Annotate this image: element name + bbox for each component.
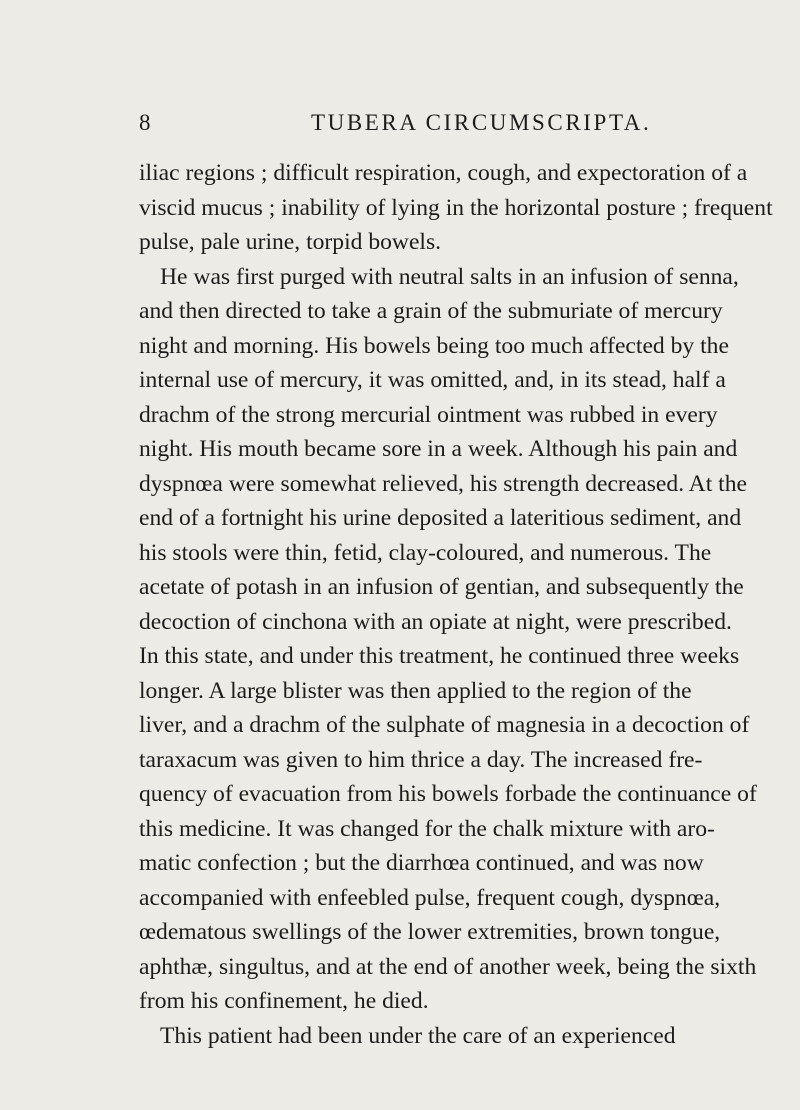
text-line: longer. A large blister was then applied to the region of the (139, 677, 692, 704)
text-line: viscid mucus ; inability of lying in the horizontal posture ; frequent (139, 194, 773, 221)
text-line: and then directed to take a grain of the submuriate of mercury (139, 298, 723, 324)
text-line: œdematous swellings of the lower extremities, brown tongue, (139, 919, 721, 945)
page-header (139, 110, 659, 146)
text-line: He was first purged with neutral salts in an infusion of senna, (160, 263, 739, 290)
text-line: matic confection ; but the diarrhœa continued, and was now (139, 850, 704, 876)
text-line: decoction of cinchona with an opiate at night, were prescribed. (139, 608, 732, 635)
text-line: acetate of potash in an infusion of gentian, and subsequently the (139, 574, 744, 600)
text-line: dyspnœa were somewhat relieved, his strength decreased. At the (139, 470, 747, 497)
text-line: accompanied with enfeebled pulse, frequent cough, dyspnœa, (139, 884, 721, 911)
text-line: internal use of mercury, it was omitted, and, in its stead, half a (139, 367, 726, 393)
page-number: 8 (139, 110, 151, 135)
text-line: In this state, and under this treatment, he continued three weeks (139, 643, 740, 669)
text-line: from his confinement, he died. (139, 988, 429, 1014)
text-line: end of a fortnight his urine deposited a lateritious sediment, and (139, 505, 742, 531)
text-line: quency of evacuation from his bowels forbade the continuance of (139, 781, 757, 807)
body-text (139, 156, 773, 1053)
running-head: TUBERA CIRCUMSCRIPTA. (311, 110, 652, 135)
text-line: aphthæ, singultus, and at the end of another week, being the sixth (139, 953, 757, 980)
text-line: night and morning. His bowels being too much affected by the (139, 332, 729, 359)
text-line: This patient had been under the care of an experienced (160, 1022, 676, 1049)
text-line: night. His mouth became sore in a week. Although his pain and (139, 436, 738, 462)
text-line: iliac regions ; difficult respiration, cough, and expectoration of a (139, 160, 748, 186)
text-line: this medicine. It was changed for the chalk mixture with aro- (139, 815, 715, 842)
text-line: pulse, pale urine, torpid bowels. (139, 229, 442, 255)
text-line: taraxacum was given to him thrice a day. The increased fre- (139, 746, 703, 773)
text-line: liver, and a drachm of the sulphate of magnesia in a decoction of (139, 712, 750, 738)
text-line: his stools were thin, fetid, clay-coloured, and numerous. The (139, 539, 712, 566)
text-line: drachm of the strong mercurial ointment was rubbed in every (139, 401, 718, 428)
